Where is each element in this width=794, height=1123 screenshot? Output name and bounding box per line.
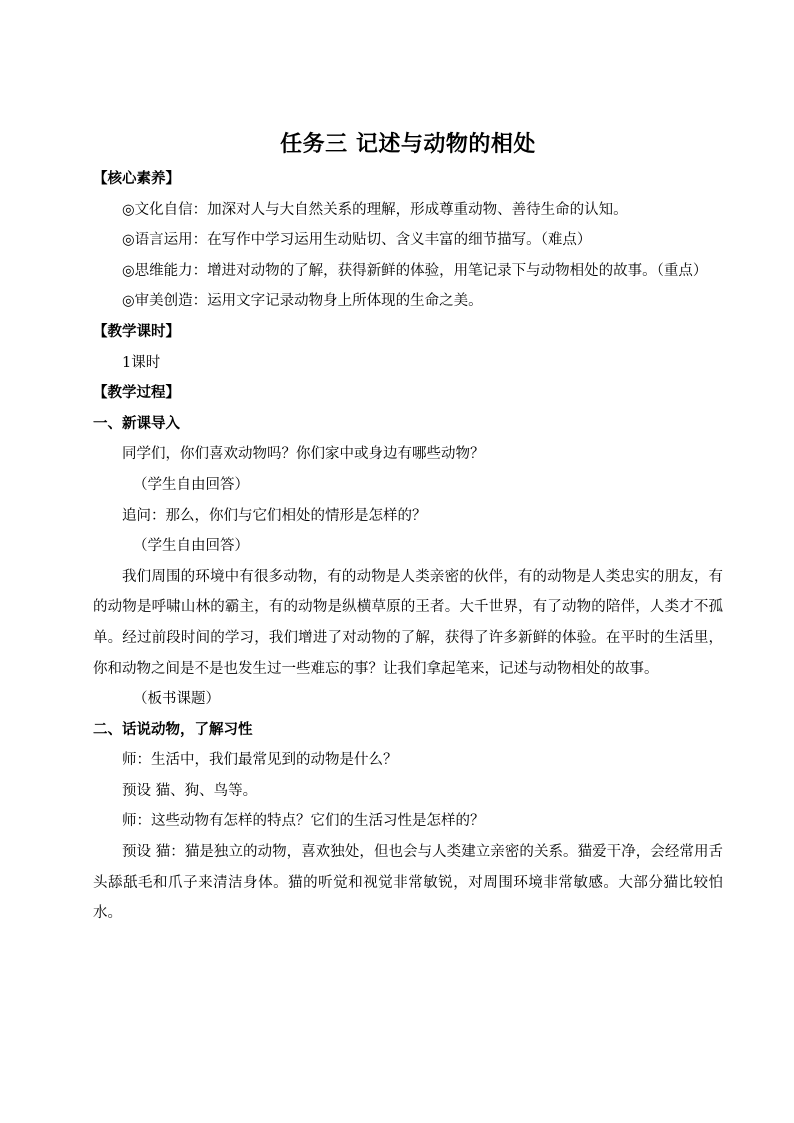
core-literacy-item: ◎文化自信：加深对人与大自然关系的理解，形成尊重动物、善待生命的认知。 [122, 201, 628, 218]
section-heading-core-literacy: 【核心素养】 [93, 171, 180, 187]
animals-line: 师：生活中，我们最常见到的动物是什么？ [122, 752, 398, 769]
intro-line: （学生自由回答） [133, 476, 249, 493]
intro-line: 同学们，你们喜欢动物吗？你们家中或身边有哪些动物？ [122, 446, 485, 463]
document-page [93, 126, 723, 929]
intro-line: 追问：那么，你们与它们相处的情形是怎样的？ [122, 507, 427, 524]
intro-line: （学生自由回答） [133, 538, 249, 555]
section-heading-teaching-hours: 【教学课时】 [93, 323, 180, 340]
animals-paragraph: 预设 猫：猫是独立的动物，喜欢独处，但也会与人类建立亲密的关系。猫爱干净，会经常用舌头舔舐毛和爪子来清洁身体。猫的听觉和视觉非常敏锐，对周围环境非常敏感。大部分猫比较怕水。 [93, 844, 723, 922]
subsection-heading-animals: 二、话说动物，了解习性 [93, 721, 253, 738]
core-literacy-item: ◎审美创造：运用文字记录动物身上所体现的生命之美。 [122, 293, 483, 310]
intro-paragraph: 我们周围的环境中有很多动物，有的动物是人类亲密的伙伴，有的动物是人类忠实的朋友，有的动物是呼啸山林的霸主，有的动物是纵横草原的王者。大千世界，有了动物的陪伴，人类才不孤单。经过前段时间的学习，我们增进了对动物的了解，获得了许多新鲜的体验。在平时的生活里，你和动物之间是不是也发生过一些难忘的事？让我们拿起笔来，记述与动物相处的故事。 [93, 568, 723, 677]
page-title: 任务三 记述与动物的相处 [280, 132, 536, 157]
animals-line: 预设 猫、狗、鸟等。 [122, 782, 258, 799]
board-note: （板书课题） [133, 691, 220, 708]
section-heading-teaching-process: 【教学过程】 [93, 385, 180, 402]
subsection-heading-intro: 一、新课导入 [93, 415, 180, 432]
core-literacy-item: ◎思维能力：增进对动物的了解，获得新鲜的体验，用笔记录下与动物相处的故事。（重点） [122, 262, 708, 279]
core-literacy-item: ◎语言运用：在写作中学习运用生动贴切、含义丰富的细节描写。（难点） [122, 232, 592, 249]
animals-line: 师：这些动物有怎样的特点？它们的生活习性是怎样的？ [122, 813, 485, 830]
teaching-hours-value: 1课时 [122, 354, 161, 371]
